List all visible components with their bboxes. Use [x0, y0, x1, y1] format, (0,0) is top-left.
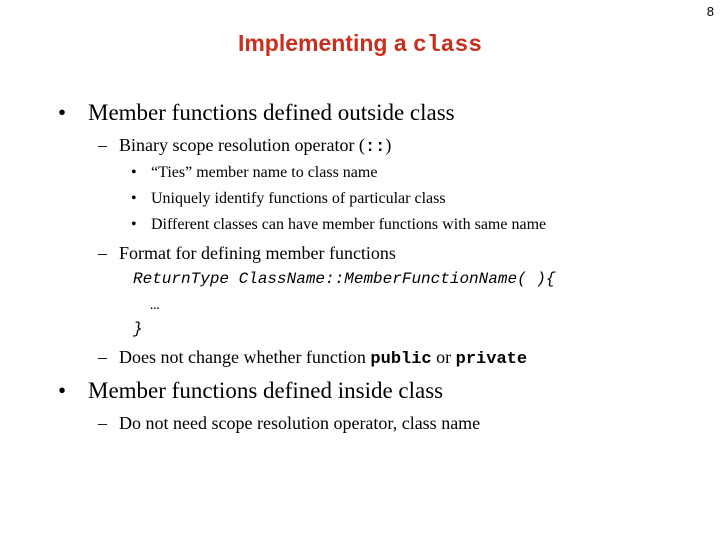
title-code: class: [413, 32, 483, 58]
private-keyword: private: [455, 350, 528, 369]
bullet-text: Member functions defined outside class: [88, 100, 455, 125]
bullet-marker: •: [131, 216, 137, 233]
code-line-signature: ReturnType ClassName::MemberFunctionName( ){: [133, 270, 556, 288]
bullet-inside-class: [58, 378, 443, 404]
bullet-text: Member functions defined inside class: [88, 378, 444, 403]
dash-marker: –: [98, 243, 107, 263]
sub-sub-bullet-text: Uniquely identify functions of particular class: [151, 190, 446, 207]
sub-bullet-scope-operator: [98, 135, 391, 157]
bullet-marker: •: [131, 190, 137, 207]
page-number: 8: [706, 4, 714, 19]
slide-title: [0, 30, 720, 58]
sub-sub-bullet-uniquely: [131, 190, 446, 208]
sub-bullet-text: Does not change whether function: [119, 347, 371, 367]
sub-bullet-format: [98, 243, 396, 264]
sub-sub-bullet-ties: [131, 164, 377, 182]
bullet-marker: •: [131, 164, 137, 181]
scope-operator-code: ::: [364, 138, 386, 157]
sub-bullet-text: Do not need scope resolution operator, class name: [119, 413, 481, 433]
dash-marker: –: [98, 347, 107, 367]
sub-bullet-text: Binary scope resolution operator (: [119, 135, 365, 155]
dash-marker: –: [98, 135, 107, 155]
bullet-marker: •: [58, 378, 67, 403]
sub-sub-bullet-different: [131, 216, 546, 234]
sub-sub-bullet-text: Different classes can have member functions with same name: [151, 216, 547, 233]
sub-sub-bullet-text: “Ties” member name to class name: [151, 164, 378, 181]
code-line-ellipsis: …: [150, 296, 160, 314]
sub-bullet-mid: or: [431, 347, 456, 367]
code-line-close-brace: }: [133, 320, 143, 338]
bullet-outside-class: [58, 100, 455, 126]
sub-bullet-no-scope: [98, 413, 480, 434]
bullet-marker: •: [58, 100, 67, 125]
sub-bullet-suffix: ): [385, 135, 392, 155]
sub-bullet-access: [98, 347, 527, 369]
title-text: Implementing a: [237, 30, 414, 56]
dash-marker: –: [98, 413, 107, 433]
sub-bullet-text: Format for defining member functions: [119, 243, 396, 263]
public-keyword: public: [370, 350, 432, 369]
